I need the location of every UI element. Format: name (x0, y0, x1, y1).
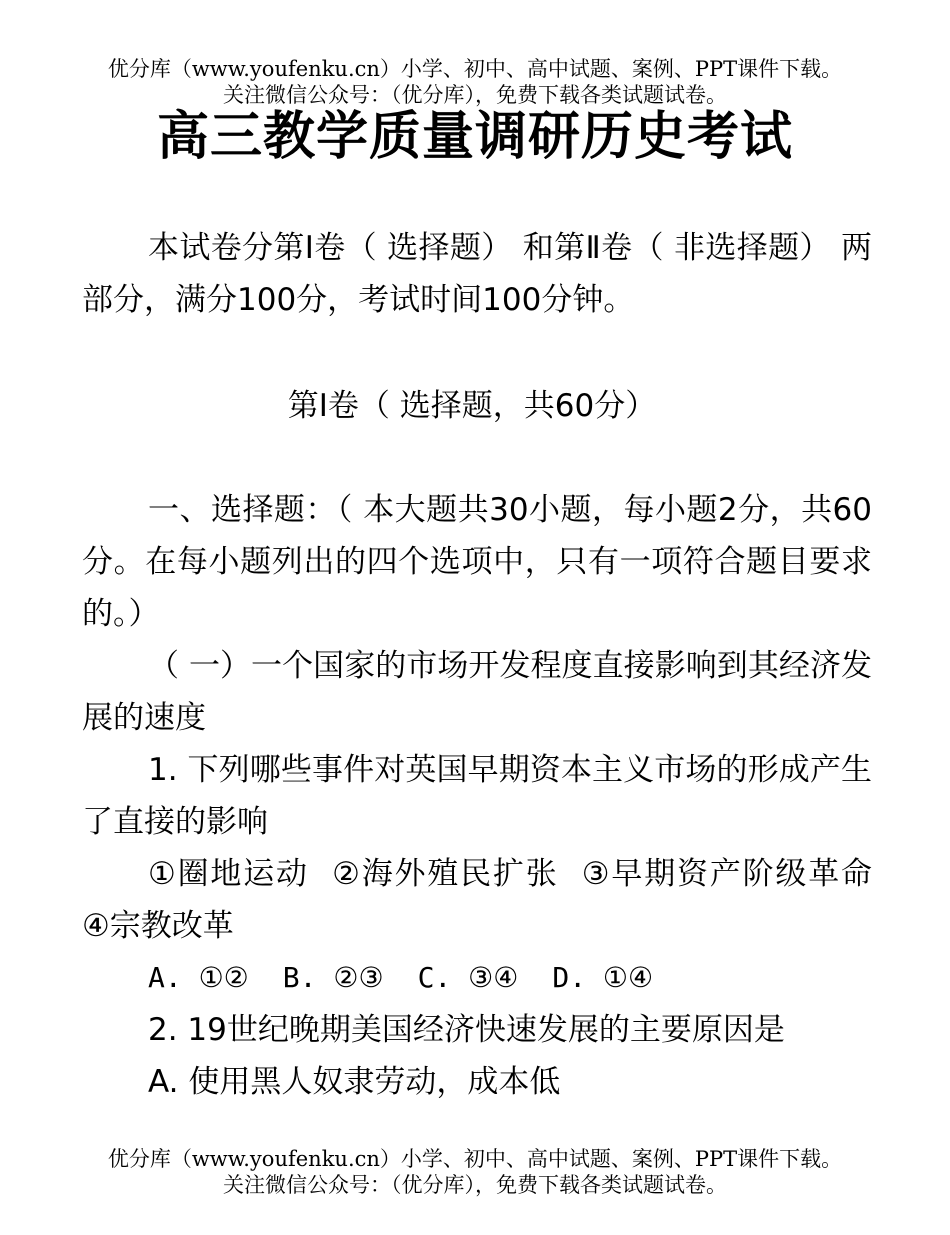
intro-paragraph: 本试卷分第Ⅰ卷（ 选择题） 和第Ⅱ卷（ 非选择题） 两部分，满分100分，考试时间100分钟。 (82, 230, 872, 318)
section-heading: 第Ⅰ卷（ 选择题，共60分） (287, 388, 657, 424)
group-heading: （ 一）一个国家的市场开发程度直接影响到其经济发展的速度 (82, 648, 872, 736)
exam-body (82, 222, 892, 1108)
question-1-items: ①圈地运动 ②海外殖民扩张 ③早期资产阶级革命 ④宗教改革 (82, 856, 892, 944)
question-1-options (82, 952, 872, 1004)
header-banner (0, 56, 950, 108)
footer-banner-line-1: 优分库（www.youfenku.cn）小学、初中、高中试题、案例、PPT课件下载。 (107, 1147, 843, 1171)
header-banner-line-1: 优分库（www.youfenku.cn）小学、初中、高中试题、案例、PPT课件下载。 (107, 57, 843, 81)
question-1-option-b: B. ②③ (282, 961, 384, 994)
question-1-stem: 1. 下列哪些事件对英国早期资本主义市场的形成产生了直接的影响 (82, 752, 872, 840)
exam-title: 高三教学质量调研历史考试 (156, 107, 793, 167)
question-2-stem: 2. 19世纪晚期美国经济快速发展的主要原因是 (148, 1012, 785, 1048)
question-1-option-c: C. ③④ (417, 961, 519, 994)
question-2-option-a: A. 使用黑人奴隶劳动，成本低 (148, 1064, 561, 1100)
header-banner-line-2: 关注微信公众号：（优分库），免费下载各类试题试卷。 (223, 83, 727, 107)
footer-banner-line-2: 关注微信公众号：（优分库），免费下载各类试题试卷。 (223, 1173, 727, 1197)
question-1-option-d: D. ①④ (552, 961, 654, 994)
footer-banner (0, 1146, 950, 1198)
question-1-option-a: A. ①② (148, 961, 249, 994)
instruction-paragraph: 一、选择题：（ 本大题共30小题，每小题2分，共60分。在每小题列出的四个选项中，只有一项符合题目要求的。） (82, 492, 872, 632)
